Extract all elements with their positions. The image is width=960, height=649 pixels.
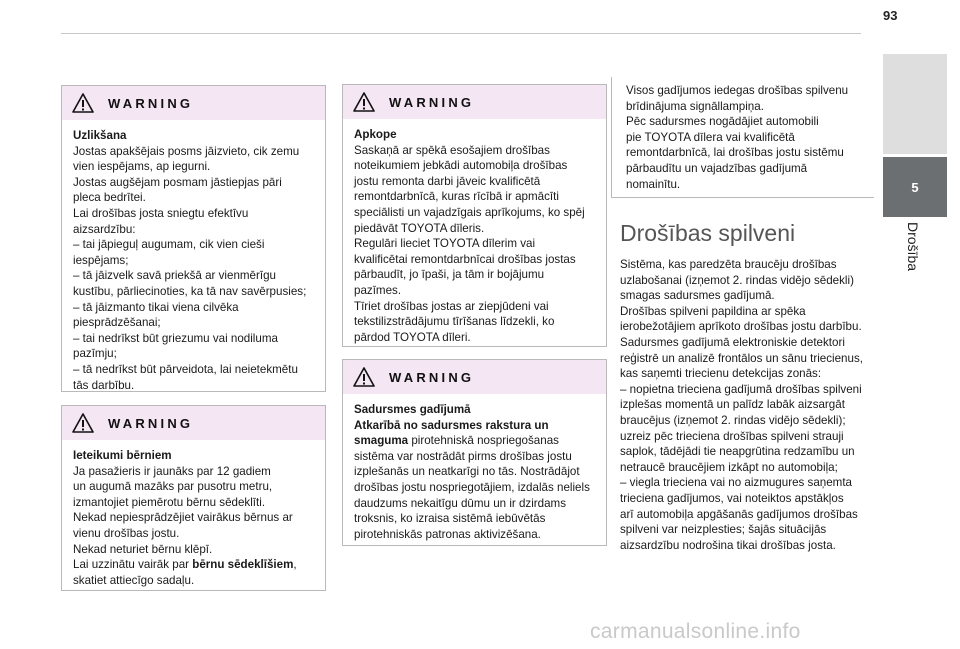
warning-header bbox=[62, 406, 325, 440]
text-line: Lai drošības josta sniegtu efektīvu bbox=[73, 206, 249, 220]
text-line: drošības jostu nospriegotājiem, izdalās neliels bbox=[354, 480, 590, 494]
text-line: Sistēma, kas paredzēta braucēju drošības bbox=[620, 258, 837, 271]
text-line: uzlabošanai (izņemot 2. rindas vidējo sēdekli) bbox=[620, 273, 854, 287]
warning-header bbox=[343, 360, 606, 394]
continued-note bbox=[611, 77, 874, 198]
chapter-tab-top bbox=[883, 54, 947, 154]
text-line: piesprādzēšanai; bbox=[73, 316, 161, 330]
text-line: tās darbību. bbox=[73, 378, 135, 392]
warning-title: WARNING bbox=[108, 415, 194, 431]
warning-title: WARNING bbox=[108, 95, 194, 111]
warning-triangle-icon bbox=[353, 367, 375, 387]
text-line: smaguma pirotehniskā nospriegošanas bbox=[354, 434, 559, 448]
text-line: pie TOYOTA dīlera vai kvalificētā bbox=[626, 130, 795, 144]
text-line: Nekad neturiet bērnu klēpī. bbox=[73, 542, 213, 556]
text-line: pārdod TOYOTA dīleri. bbox=[354, 330, 471, 344]
chapter-title-tab bbox=[883, 222, 947, 312]
text-line: tekstilizstrādājumu tīrīšanas līdzekli, ko bbox=[354, 315, 555, 329]
text-line: pārbaudītu un vajadzības gadījumā bbox=[626, 161, 808, 175]
text-line: – tā jāizvelk savā priekšā ar vienmērīgu bbox=[73, 269, 276, 283]
text-line: reģistrē un analizē frontālos un sānu triecienus, bbox=[620, 351, 863, 365]
top-rule bbox=[61, 33, 861, 34]
warning-box-collision bbox=[342, 359, 607, 546]
text-line: kustību, pārliecinoties, ka tā nav savērpusies; bbox=[73, 284, 307, 298]
chapter-number-tab[interactable] bbox=[883, 157, 947, 217]
airbags-text bbox=[620, 257, 872, 553]
text-line: speciālisti un vajadzīgais aprīkojums, ko spēj bbox=[354, 205, 585, 219]
text-line: Nekad nepiesprādzējiet vairākus bērnus ar bbox=[73, 511, 293, 525]
text-line: Uzlikšana bbox=[73, 129, 127, 142]
text-line: remontdarbnīcā, kuras rīcībā ir apmācīti bbox=[354, 190, 559, 204]
text-line: spilveni var neizplesties; šajās situācijās bbox=[620, 523, 827, 537]
text-line: arī automobiļa apgāšanās gadījumos drošības bbox=[620, 507, 858, 521]
text-line: izmantojiet piemērotu bērnu sēdeklīti. bbox=[73, 495, 266, 509]
text-line: braucējus (izņemot 2. rindas vidējo sēdekli); bbox=[620, 413, 846, 427]
text-line: netraucē braucējiem izkāpt no automobiļa; bbox=[620, 460, 838, 474]
page-number: 93 bbox=[883, 8, 898, 23]
note-text bbox=[612, 77, 874, 192]
text-line: Jostas apakšējais posms jāizvieto, cik zemu bbox=[73, 144, 300, 158]
text-line: – tā jāizmanto tikai viena cilvēka bbox=[73, 300, 239, 314]
text-line: Ja pasažieris ir jaunāks par 12 gadiem bbox=[73, 464, 271, 478]
text-line: Regulāri lieciet TOYOTA dīlerim vai bbox=[354, 237, 536, 251]
text-line: Pēc sadursmes nogādājiet automobili bbox=[626, 115, 819, 129]
warning-body bbox=[62, 440, 325, 588]
text-line: kas saņemti triecienu detekcijas zonās: bbox=[620, 367, 822, 381]
warning-triangle-icon bbox=[72, 93, 94, 113]
warning-body bbox=[343, 394, 606, 542]
text-line: Drošības spilveni papildina ar spēka bbox=[620, 304, 806, 318]
warning-triangle-icon bbox=[353, 92, 375, 112]
text-line: Atkarībā no sadursmes rakstura un bbox=[354, 418, 549, 432]
text-line: pazīmju; bbox=[73, 347, 117, 361]
watermark: carmanualsonline.info bbox=[590, 620, 801, 643]
text-line: – tai nedrīkst būt griezumu vai nodiluma bbox=[73, 331, 278, 345]
text-line: brīdinājuma signāllampiņa. bbox=[626, 99, 764, 113]
chapter-number: 5 bbox=[911, 179, 919, 195]
text-line: izplešanās un neatkarīgi no tās. Nostrādājot bbox=[354, 465, 580, 479]
text-line: noteikumiem jebkādi automobiļa drošības bbox=[354, 159, 568, 173]
text-line: pleca bedrītei. bbox=[73, 191, 146, 205]
section-title: Drošības spilveni bbox=[620, 220, 796, 246]
warning-box-maintenance bbox=[342, 84, 607, 347]
text-line: vien iespējams, ap iegurni. bbox=[73, 160, 211, 174]
text-line: pirotehniskās patronas aktivizēšana. bbox=[354, 527, 541, 541]
text-line: piedāvāt TOYOTA dīleris. bbox=[354, 221, 485, 235]
text-line: Apkope bbox=[354, 128, 397, 141]
text-line: – nopietna trieciena gadījumā drošības spilveni bbox=[620, 382, 862, 396]
text-line: Jostas augšējam posmam jāstiepjas pāri bbox=[73, 175, 282, 189]
text-line: Lai uzzinātu vairāk par bērnu sēdeklīšiem, bbox=[73, 558, 297, 572]
text-line: sistēma var nostrādāt pirms drošības jostu bbox=[354, 449, 572, 463]
warning-title: WARNING bbox=[389, 94, 475, 110]
text-line: jostu remonta darbi jāveic kvalificētā bbox=[354, 174, 541, 188]
text-line: Tīriet drošības jostas ar ziepjūdeni vai bbox=[354, 299, 549, 313]
text-line: Visos gadījumos iedegas drošības spilvenu bbox=[626, 84, 849, 97]
warning-header bbox=[62, 86, 325, 120]
text-line: smagas sadursmes gadījumā. bbox=[620, 289, 775, 303]
text-line: uzreiz pēc trieciena drošības spilveni strauji bbox=[620, 429, 844, 443]
warning-header bbox=[343, 85, 606, 119]
text-line: izplešas momentā un palīdz labāk aizsargāt bbox=[620, 398, 845, 412]
warning-title: WARNING bbox=[389, 369, 475, 385]
text-line: saplok, tādējādi tie neapgrūtina redzamību un bbox=[620, 445, 855, 459]
text-line: pazīmes. bbox=[354, 283, 402, 297]
warning-triangle-icon bbox=[72, 413, 94, 433]
text-line: un augumā mazāks par pusotru metru, bbox=[73, 480, 273, 494]
text-line: aizsardzību: bbox=[73, 222, 136, 236]
text-line: iespējams; bbox=[73, 253, 129, 267]
warning-box-children bbox=[61, 405, 326, 591]
warning-body bbox=[62, 120, 325, 393]
text-line: – tai jāpieguļ augumam, cik vien cieši bbox=[73, 238, 265, 252]
text-line: Sadursmes gadījumā elektroniskie detektori bbox=[620, 335, 845, 349]
text-line: Saskaņā ar spēkā esošajiem drošības bbox=[354, 143, 550, 157]
text-line: Sadursmes gadījumā bbox=[354, 403, 471, 416]
warning-body bbox=[343, 119, 606, 345]
text-line: daudzums nekaitīgu dūmu un ir dzirdams bbox=[354, 496, 567, 510]
text-line: pārbaudīt, jo īpaši, ja tām ir bojājumu bbox=[354, 268, 545, 282]
text-line: – tā nedrīkst būt pārveidota, lai neietekmētu bbox=[73, 362, 298, 376]
airbags-description bbox=[620, 257, 872, 553]
text-line: troksnis, ko izraisa sistēmā iebūvētās bbox=[354, 512, 546, 526]
text-line: – viegla trieciena vai no aizmugures saņemta bbox=[620, 476, 852, 490]
text-line: trieciena gadījumos, vai noteiktos apstākļos bbox=[620, 491, 844, 505]
text-line: skatiet attiecīgo sadaļu. bbox=[73, 573, 195, 587]
text-line: nomainītu. bbox=[626, 177, 681, 191]
text-line: kvalificētai remontdarbnīcai drošības jostas bbox=[354, 252, 576, 266]
text-line: vienu drošības jostu. bbox=[73, 526, 180, 540]
text-line: aizsardzību nodrošina tikai drošības josta. bbox=[620, 538, 836, 552]
text-line: ierobežotājiem aprīkoto drošības jostu darbību. bbox=[620, 320, 862, 334]
warning-box-fitting bbox=[61, 85, 326, 392]
text-line: remontdarbnīcā, lai drošības jostu sistēmu bbox=[626, 146, 844, 160]
chapter-title: Drošība bbox=[905, 222, 921, 272]
text-line: Ieteikumi bērniem bbox=[73, 449, 172, 462]
